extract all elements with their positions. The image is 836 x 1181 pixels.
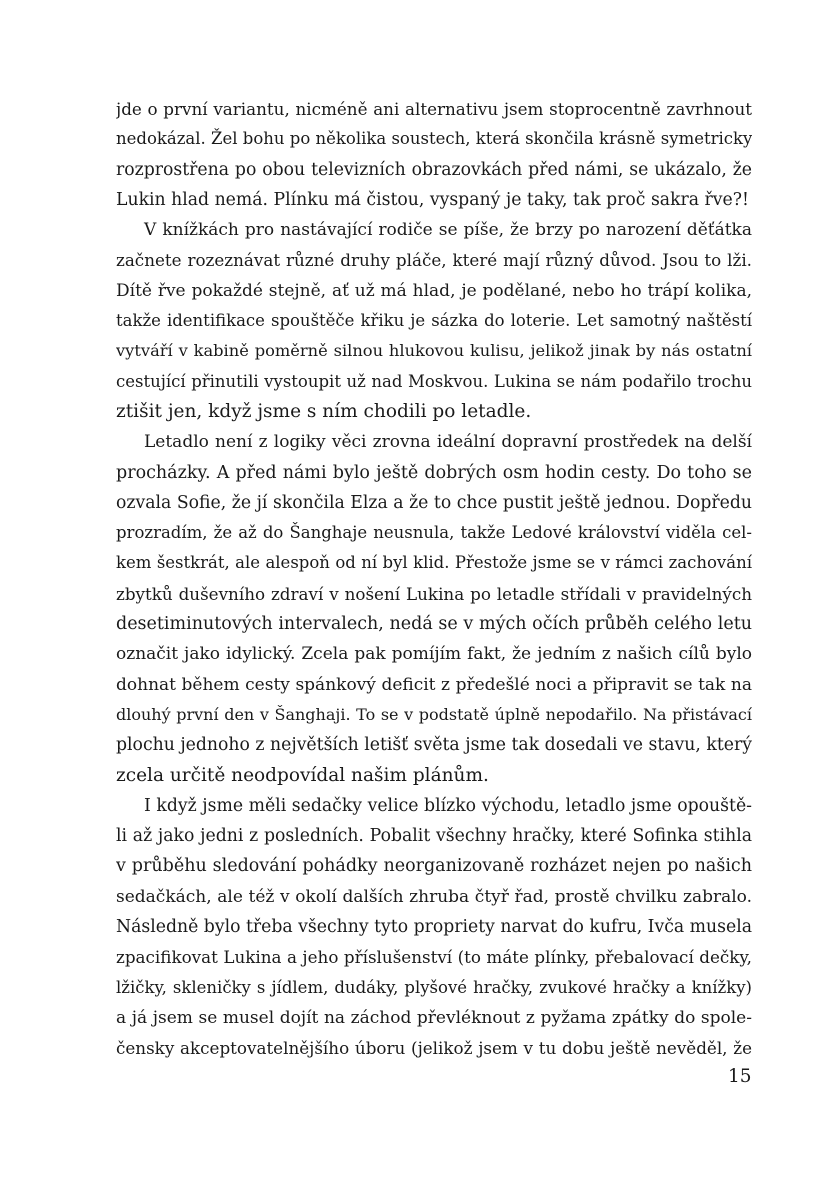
text-line: jde o první variantu, nicméně ani alternativu jsem stoprocentně zavrhnout <box>116 99 752 119</box>
text-line: vytváří v kabině poměrně silnou hlukovou kulisu, jelikož jinak by nás ostatní <box>116 341 752 361</box>
page-body <box>116 94 752 1064</box>
text-line: dohnat během cesty spánkový deficit z předešlé noci a připravit se tak na <box>116 674 752 695</box>
text-line: Letadlo není z logiky věci zrovna ideální dopravní prostředek na delší <box>144 432 752 453</box>
text-line: a já jsem se musel dojít na záchod převléknout z pyžama zpátky do spole- <box>116 1007 752 1028</box>
text-line: I když jsme měli sedačky velice blízko východu, letadlo jsme opouště- <box>144 795 752 816</box>
text-line: sedačkách, ale též v okolí dalších zhruba čtyř řad, prostě chvilku zabralo. <box>116 886 752 907</box>
text-line: rozprostřena po obou televizních obrazovkách před námi, se ukázalo, že <box>116 159 752 180</box>
text-line: ozvala Sofie, že jí skončila Elza a že to chce pustit ještě jednou. Dopředu <box>116 492 752 513</box>
text-line: cestující přinutili vystoupit už nad Moskvou. Lukina se nám podařilo trochu <box>116 371 752 391</box>
text-line: nedokázal. Žel bohu po několika soustech, která skončila krásně symetricky <box>116 129 752 149</box>
text-line: procházky. A před námi bylo ještě dobrých osm hodin cesty. Do toho se <box>116 462 752 483</box>
text-line: označit jako idylický. Zcela pak pomíjím fakt, že jedním z našich cílů bylo <box>116 644 752 665</box>
text-line: prozradím, že až do Šanghaje neusnula, takže Ledové království viděla cel- <box>116 523 752 543</box>
text-line: dlouhý první den v Šanghaji. To se v podstatě úplně nepodařilo. Na přistávací <box>116 704 752 724</box>
text-line: v průběhu sledování pohádky neorganizovaně rozházet nejen po našich <box>116 856 752 877</box>
text-line: plochu jednoho z největších letišť světa jsme tak dosedali ve stavu, který <box>116 735 752 756</box>
text-line: Lukin hlad nemá. Plínku má čistou, vyspaný je taky, tak proč sakra řve?! <box>116 189 749 210</box>
text-line: Následně bylo třeba všechny tyto propriety narvat do kufru, Ivča musela <box>116 917 752 938</box>
text-line: zbytků duševního zdraví v nošení Lukina po letadle střídali v pravidelných <box>116 583 752 604</box>
text-line: zcela určitě neodpovídal našim plánům. <box>116 764 489 786</box>
page-number: 15 <box>728 1066 752 1087</box>
text-line: takže identifikace spouštěče křiku je sázka do loterie. Let samotný naštěstí <box>116 311 752 331</box>
text-line: V knížkách pro nastávající rodiče se píše, že brzy po narození děťátka <box>144 220 752 241</box>
text-line: desetiminutových intervalech, nedá se v mých očích průběh celého letu <box>116 614 752 635</box>
text-line: začnete rozeznávat různé druhy pláče, které mají různý důvod. Jsou to lži. <box>116 250 752 271</box>
text-line: zpacifikovat Lukina a jeho příslušenství (to máte plínky, přebalovací dečky, <box>116 947 752 968</box>
text-line: ztišit jen, když jsme s ním chodili po letadle. <box>116 400 532 422</box>
text-line: lžičky, skleničky s jídlem, dudáky, plyšové hračky, zvukové hračky a knížky) <box>116 977 752 997</box>
text-line: čensky akceptovatelnějšího úboru (jelikož jsem v tu dobu ještě nevěděl, že <box>116 1038 752 1059</box>
text-line: li až jako jedni z posledních. Pobalit všechny hračky, které Sofinka stihla <box>116 826 752 847</box>
text-line: kem šestkrát, ale alespoň od ní byl klid. Přestože jsme se v rámci zachování <box>116 553 752 573</box>
text-line: Dítě řve pokaždé stejně, ať už má hlad, je podělané, nebo ho trápí kolika, <box>116 280 752 301</box>
